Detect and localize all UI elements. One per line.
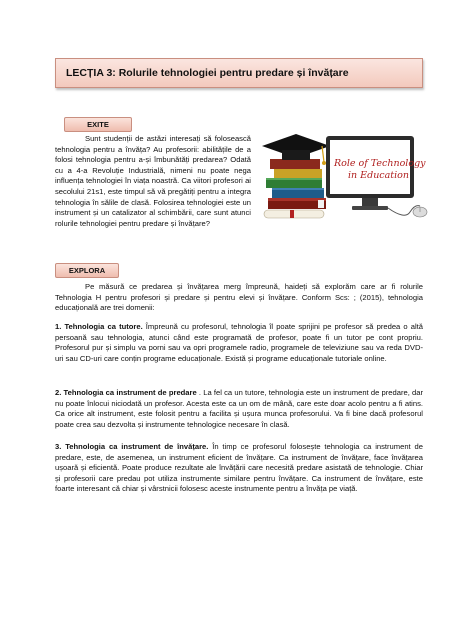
section-teaching-tool [55,388,423,430]
explora-paragraph [55,282,423,314]
explora-label: EXPLORA [55,263,119,278]
section-learning-tool [55,442,423,495]
section-1-text: Împreună cu profesorul, tehnologia îl poate sprijini pe profesor să predea o altă persoană sau tehnologia, atunci când este programată de profesor, poate fi un tutor pe cont propriu. Profesorul pur și simplu va porni sau va opri programele radio, programele de televiziune sau va reda DVD-uri sau CD-uri care conțin programe educaționale. Există și programe educaționale tutoriale online. [55,322,423,363]
section-2-heading: 2. Tehnologia ca instrument de predare [55,388,197,397]
illustration-line1: Role of Technology [334,158,426,169]
diploma-icon [264,210,324,218]
section-3-heading: 3. Tehnologia ca instrument de învățare. [55,442,209,451]
section-tutor [55,322,423,364]
books-stack-icon [266,159,326,209]
section-3-text: În timp ce profesorul folosește tehnologia ca instrument de predare, este, de asemenea, un instrument eficient de învățare. Ca instrument de învățare, face învățarea ușoară și eficientă. Poate produce rezultate ale învățării care necesită predare asistată de tehnologie. Chiar și profesorii care predau pot utiliza instrumente similare pentru învățare. Ca instrument de învățare, este foarte interesant că chiar și vârstnicii folosesc aceste instrumente pentru a învăța pe viață. [55,442,423,494]
lesson-title: LECȚIA 3: Rolurile tehnologiei pentru predare și învățare [66,67,349,79]
exite-paragraph [55,134,251,229]
exite-label: EXITE [64,117,132,132]
illustration-line2: in Education [348,170,409,181]
education-technology-illustration [260,128,430,228]
lesson-title-box [55,58,423,88]
section-2-text: . La fel ca un tutore, tehnologia este un instrument de predare, dar nu poate înlocui niciodată un profesor. Acesta este ca un om de mână, care este doar acolo pentru a fi atins. Ca orice alt instrument, este folosit pentru a facilita și ușura munca profesorului. Va fi bine dacă profesorul poate crea sau dezvolta și instrumente tehnologice necesare în clasă. [55,388,423,429]
mouse-icon [413,207,427,217]
exite-text: Sunt studenții de astăzi interesați să folosească tehnologia pentru a învăța? Au profesorii: abilitățile de a folosi tehnologia pentru a-și îmbunătăți predarea? Odată cu a 4-a Revoluție Industrială, nimeni nu poate nega influența tehnologiei în viața noastră. Ca viitori profesori ai secolului 21s1, este timpul să vă pregătiți pentru a integra tehnologia în sălile de clasă. Folosirea tehnologiei este un instrument și un catalizator al schimbării, care sunt atunci rolurile tehnologiei pentru predare și învățare? [55,134,251,228]
section-1-heading: 1. Tehnologia ca tutore. [55,322,143,331]
explora-text: Pe măsură ce predarea și învățarea merg împreună, haideți să explorăm care ar fi rolurile Tehnologia H pentru profesori și predare și pentru elevi și învățare. Conform Scs: ; (2015), tehnologia educațională are trei domenii: [55,282,423,313]
monitor-icon [326,136,426,210]
